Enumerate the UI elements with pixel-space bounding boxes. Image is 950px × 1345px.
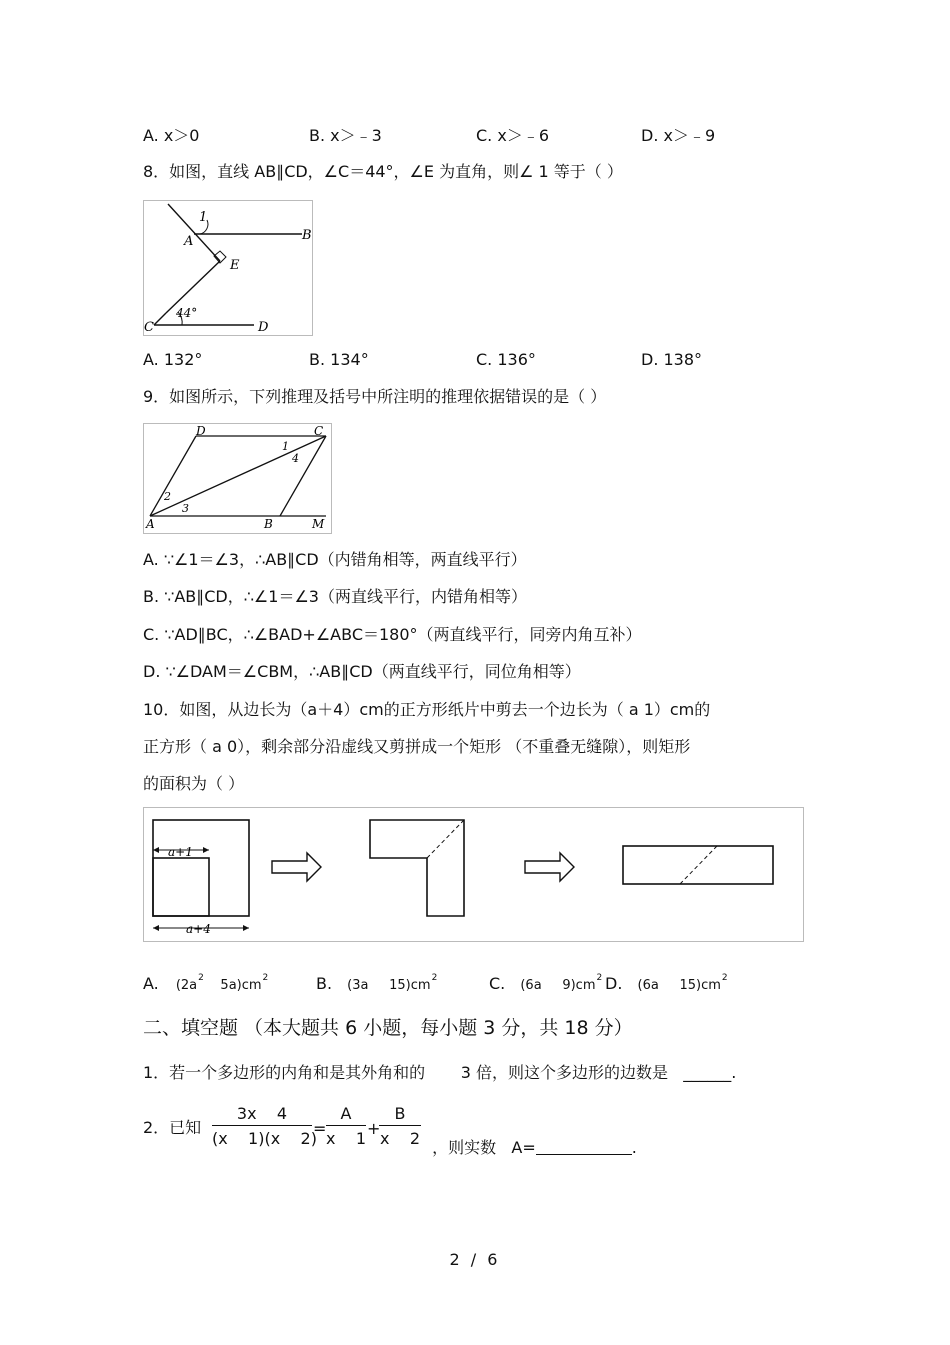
q9-label-d: D [196,424,206,438]
fill-q2-fraction-b-denominator: x 2 [380,1129,420,1148]
fill-q2-main-numerator: 3x 4 [212,1104,312,1126]
q9-label-4: 4 [292,452,299,465]
fill-q2-fraction-b-numerator: B [379,1104,421,1126]
q10-option-d-expr: (6a 15)cm [637,978,721,993]
q9-label-b: B [264,517,273,531]
q8-label-1: 1 [199,210,208,225]
fill-q2-plus: + [367,1119,381,1138]
q10-label-a-plus-1: a+1 [168,845,193,859]
fill-q2-fraction-b [379,1104,421,1148]
q10-option-c-letter: C. [489,974,506,993]
q9-label-c: C [314,424,324,438]
q9-label-1: 1 [282,440,289,453]
q8-stem: 8．如图，直线 AB∥CD，∠C＝44°，∠E 为直角，则∠ 1 等于（ ） [143,162,623,181]
q9-label-m: M [312,517,325,531]
q10-stem-line1: 10．如图，从边长为（a＋4）cm的正方形纸片中剪去一个边长为（ a 1）cm的 [143,700,711,719]
q10-option-a-sup: 2 [198,973,204,983]
q7-option-d: D. x＞﹣9 [641,126,716,145]
q10-option-b-letter: B. [316,974,333,993]
q7-option-b: B. x＞﹣3 [309,126,382,145]
fill-q2-main-denominator: (x 1)(x 2) [212,1129,317,1148]
q8-label-44deg: 44° [176,306,198,320]
fill-q2-fraction-a-denominator: x 1 [326,1129,366,1148]
fill-q2-suffix [422,1118,637,1158]
fill-q2-equals: = [313,1119,327,1138]
q10-option-b-expr: (3a 15)cm [347,978,431,993]
q8-label-b: B [302,228,312,243]
q8-option-c: C. 136° [476,350,536,369]
q10-option-a-letter: A. [143,974,159,993]
q10-option-d-letter: D. [605,974,623,993]
q10-figure [143,807,804,942]
q10-option-b [316,968,437,996]
q10-option-a-expr: (2a [175,978,198,993]
fill-q2-suffix-text: ，则实数 A= [432,1138,536,1157]
q8-label-a: A [184,234,194,249]
q9-label-a: A [146,517,155,531]
q8-figure [143,200,313,336]
q10-option-d [605,968,728,996]
fill-q2-main-fraction [212,1104,317,1148]
section-2-title: 二、填空题 （本大题共 6 小题，每小题 3 分，共 18 分） [143,1017,633,1039]
q10-option-c-expr: (6a 9)cm [520,978,596,993]
q9-label-3: 3 [182,502,189,515]
q9-figure [143,423,332,534]
q9-option-d: D. ∵∠DAM＝∠CBM，∴AB∥CD（两直线平行，同位角相等） [143,662,581,681]
fill-q2-fraction-a-numerator: A [326,1104,366,1126]
q8-option-a: A. 132° [143,350,203,369]
fill-q1: 1．若一个多边形的内角和是其外角和的 3 倍，则这个多边形的边数是 ______. [143,1063,737,1082]
q9-option-c: C. ∵AD∥BC，∴∠BAD+∠ABC＝180°（两直线平行，同旁内角互补） [143,625,642,644]
q10-option-d-sup: 2 [721,973,728,983]
q10-stem-line3: 的面积为（ ） [143,774,245,793]
q8-option-b: B. 134° [309,350,369,369]
q9-option-b: B. ∵AB∥CD，∴∠1＝∠3（两直线平行，内错角相等） [143,587,527,606]
q10-option-c [489,968,602,996]
q10-option-a-sup2: 2 [262,973,269,983]
q8-label-d: D [258,320,269,335]
q10-stem-line2: 正方形（ a 0），剩余部分沿虚线又剪拼成一个矩形 （不重叠无缝隙），则矩形 [143,737,691,756]
q10-label-a-plus-4: a+4 [186,922,211,936]
q10-option-a [143,968,268,996]
q7-option-c: C. x＞﹣6 [476,126,549,145]
q8-label-c: C [144,320,154,335]
fill-q2-prefix: 2．已知 [143,1118,202,1137]
q9-stem: 9．如图所示，下列推理及括号中所注明的推理依据错误的是（ ） [143,387,607,406]
q8-option-d: D. 138° [641,350,703,369]
q9-label-2: 2 [164,490,171,503]
q10-option-c-sup: 2 [596,973,603,983]
fill-q2-fraction-a [326,1104,366,1148]
q8-label-e: E [230,258,240,273]
q7-option-a: A. x＞0 [143,126,200,145]
q9-option-a: A. ∵∠1＝∠3，∴AB∥CD（内错角相等，两直线平行） [143,550,527,569]
fill-q2-end: . [631,1138,637,1157]
page-number: 2 / 6 [449,1250,501,1269]
q10-option-b-sup: 2 [431,973,438,983]
fill-q2-answer-blank[interactable] [536,1138,632,1155]
q10-option-a-expr2: 5a)cm [203,978,262,993]
